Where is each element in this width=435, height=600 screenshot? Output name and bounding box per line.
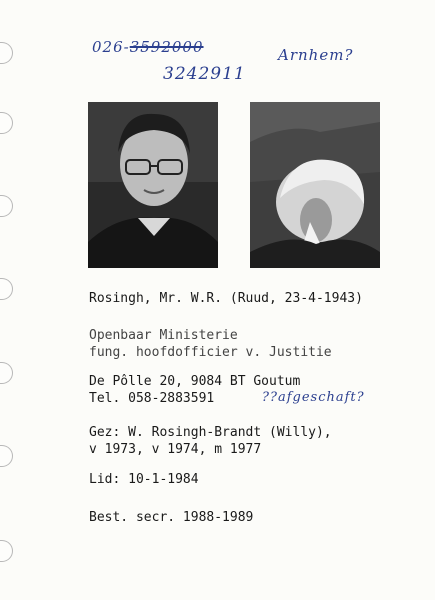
punch-hole [0,445,13,467]
address-line: De Pôlle 20, 9084 BT Goutum [89,374,301,389]
name-line: Rosingh, Mr. W.R. (Ruud, 23-4-1943) [89,291,363,306]
punch-hole [0,195,13,217]
telephone-line: Tel. 058-2883591 [89,391,215,406]
punch-hole [0,278,13,300]
portrait-photo-woman [250,102,380,268]
handwritten-old-phone [92,38,204,56]
punch-hole [0,540,13,562]
handwritten-phone-note: ??afgeschaft? [262,390,365,405]
member-since-line: Lid: 10-1-1984 [89,472,199,487]
punch-hole [0,362,13,384]
children-line: v 1973, v 1974, m 1977 [89,442,262,457]
old-phone-prefix: 026- [92,38,130,56]
old-phone-struck: 3592000 [129,38,204,56]
handwritten-city-note: Arnhem? [278,46,354,64]
organization-line: Openbaar Ministerie [89,328,238,343]
punch-hole [0,42,13,64]
spouse-line: Gez: W. Rosingh-Brandt (Willy), [89,425,332,440]
board-position-line: Best. secr. 1988-1989 [89,510,254,525]
function-line: fung. hoofdofficier v. Justitie [89,345,332,360]
punch-hole [0,112,13,134]
handwritten-new-phone: 3242911 [163,64,246,84]
portrait-woman-image [250,102,380,268]
portrait-man-image [88,102,218,268]
portrait-photo-man [88,102,218,268]
